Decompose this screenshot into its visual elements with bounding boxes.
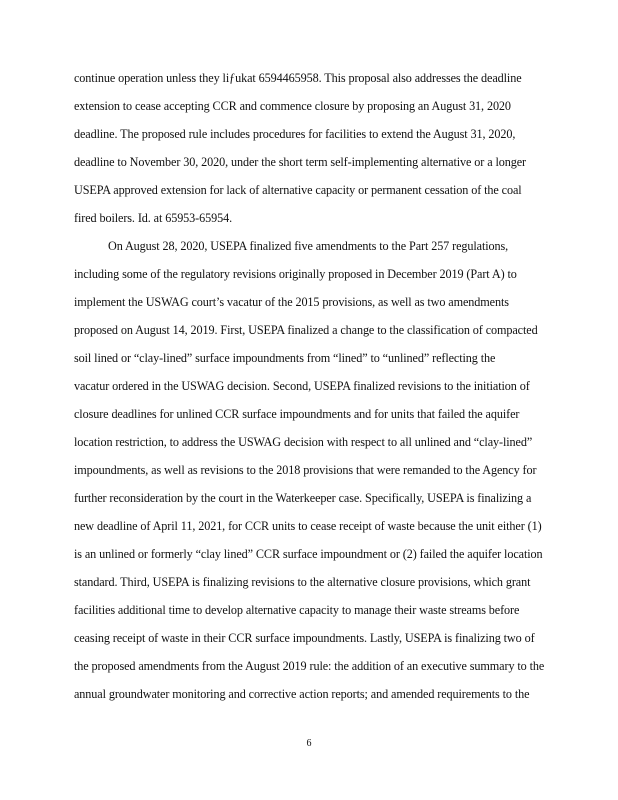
text-line: closure deadlines for unlined CCR surface impoundments and for units that failed the aquifer <box>74 407 520 421</box>
text-line: extension to cease accepting CCR and commence closure by proposing an August 31, 2020 <box>74 99 511 113</box>
text-line: deadline to November 30, 2020, under the short term self-implementing alternative or a longer <box>74 155 526 169</box>
text-line: On August 28, 2020, USEPA finalized five amendments to the Part 257 regulations, <box>108 239 509 253</box>
page-number: 6 <box>306 738 312 749</box>
text-line: the proposed amendments from the August 2019 rule: the addition of an executive summary to the <box>74 659 545 673</box>
text-line: standard. Third, USEPA is finalizing revisions to the alternative closure provisions, which grant <box>74 575 531 589</box>
text-line: implement the USWAG court’s vacatur of the 2015 provisions, as well as two amendments <box>74 295 509 309</box>
text-line: impoundments, as well as revisions to the 2018 provisions that were remanded to the Agency for <box>74 463 537 477</box>
text-line: annual groundwater monitoring and corrective action reports; and amended requirements to the <box>74 687 530 701</box>
text-line: soil lined or “clay-lined” surface impoundments from “lined” to “unlined” reflecting the <box>74 351 496 365</box>
text-line: including some of the regulatory revisions originally proposed in December 2019 (Part A) to <box>74 267 517 281</box>
text-line: deadline. The proposed rule includes procedures for facilities to extend the August 31, 2020, <box>74 127 516 141</box>
text-line: fired boilers. Id. at 65953-65954. <box>74 211 233 225</box>
text-line: continue operation unless they liƒukat 6594465958. This proposal also addresses the deadline <box>74 71 522 85</box>
text-line: proposed on August 14, 2019. First, USEPA finalized a change to the classification of compacted <box>74 323 538 337</box>
text-line: USEPA approved extension for lack of alternative capacity or permanent cessation of the coal <box>74 183 522 197</box>
text-line: is an unlined or formerly “clay lined” CCR surface impoundment or (2) failed the aquifer location <box>74 547 543 561</box>
text-line: ceasing receipt of waste in their CCR surface impoundments. Lastly, USEPA is finalizing two of <box>74 631 535 645</box>
text-line: vacatur ordered in the USWAG decision. Second, USEPA finalized revisions to the initiation of <box>74 379 530 393</box>
text-line: facilities additional time to develop alternative capacity to manage their waste streams before <box>74 603 520 617</box>
text-line: location restriction, to address the USWAG decision with respect to all unlined and “clay-lined” <box>74 435 533 449</box>
text-line: new deadline of April 11, 2021, for CCR units to cease receipt of waste because the unit either (1) <box>74 519 542 533</box>
text-line: further reconsideration by the court in the Waterkeeper case. Specifically, USEPA is finalizing a <box>74 491 532 505</box>
